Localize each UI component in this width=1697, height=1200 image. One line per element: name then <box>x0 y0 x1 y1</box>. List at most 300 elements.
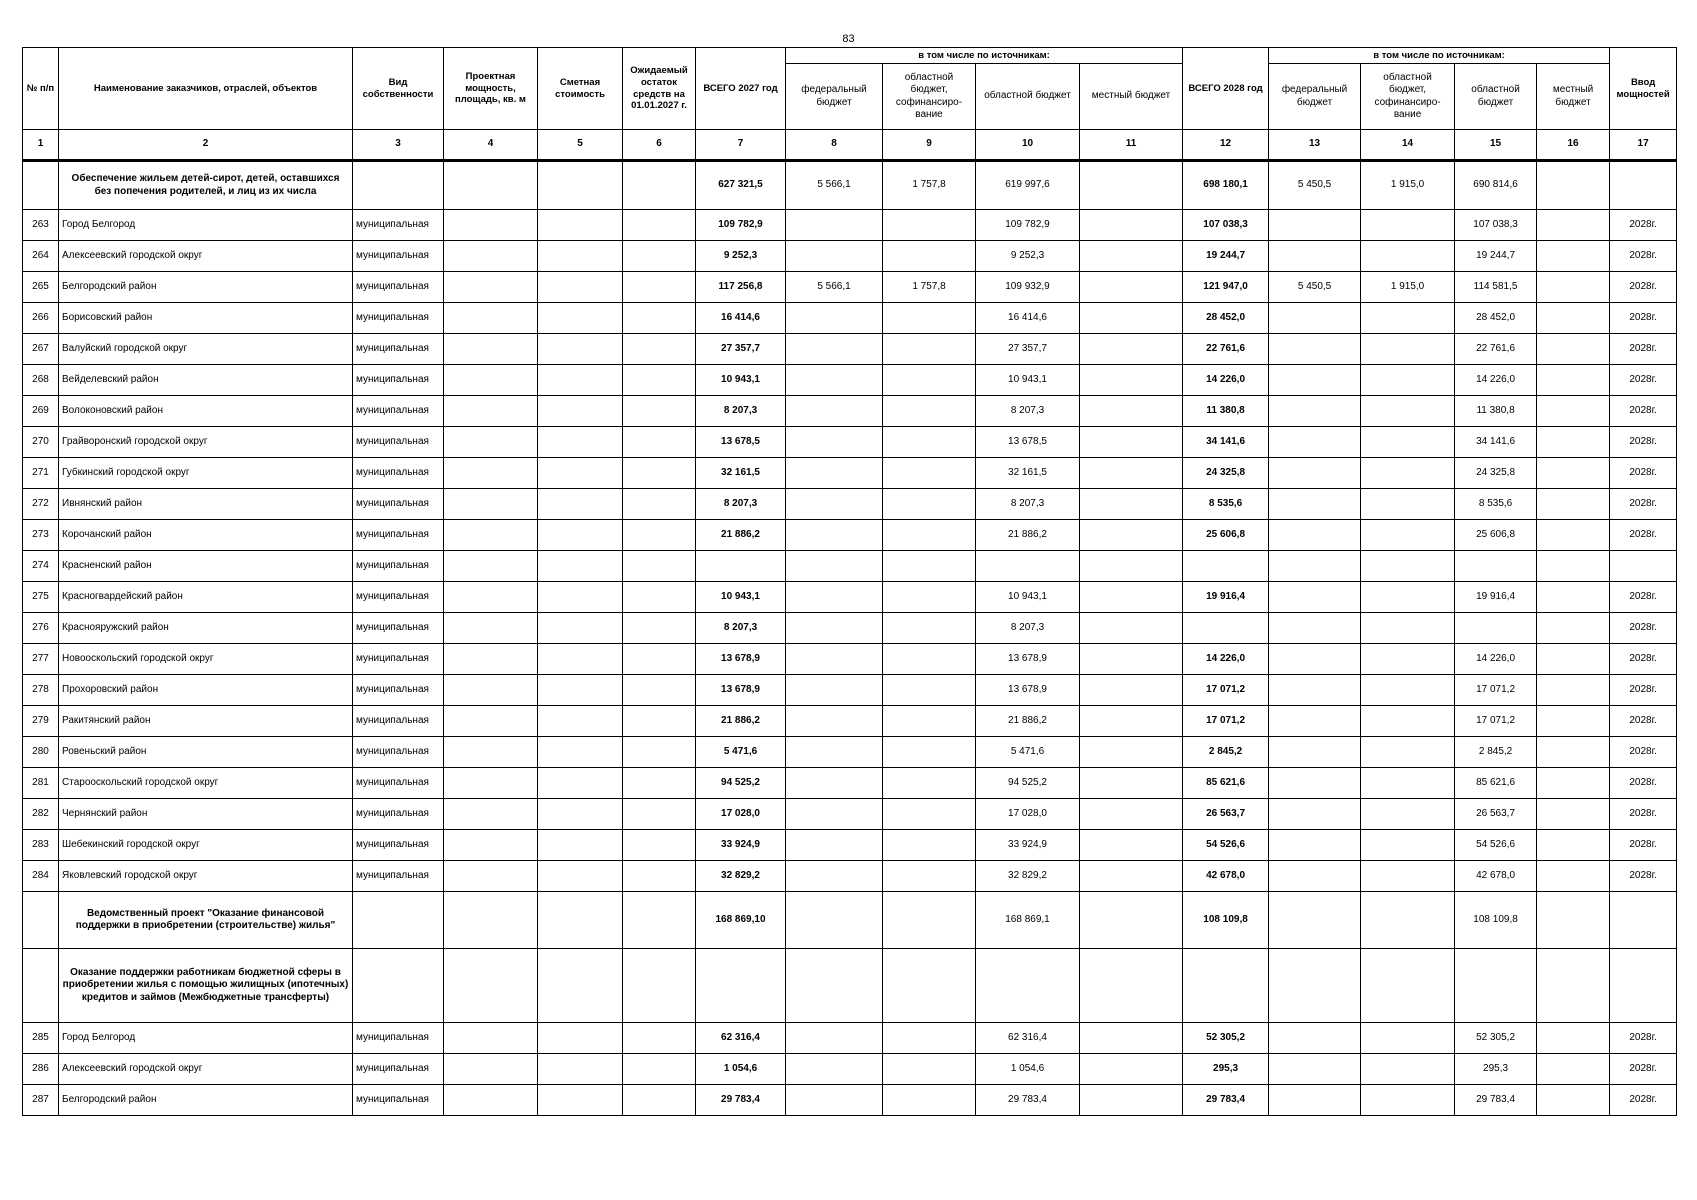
row-regional-cofin-2027 <box>883 799 976 830</box>
row-total-2028: 42 678,0 <box>1183 861 1269 892</box>
row-federal-2028 <box>1269 892 1361 949</box>
row-federal-2028 <box>1269 613 1361 644</box>
row-commissioning-year: 2028г. <box>1610 272 1677 303</box>
row-balance <box>623 706 696 737</box>
row-regional-2027: 10 943,1 <box>976 582 1080 613</box>
row-number: 268 <box>23 365 59 396</box>
row-regional-cofin-2027 <box>883 489 976 520</box>
row-local-2028 <box>1537 427 1610 458</box>
row-capacity <box>444 272 538 303</box>
column-number: 17 <box>1610 130 1677 161</box>
row-local-2027 <box>1080 799 1183 830</box>
table-row <box>23 396 1677 427</box>
row-regional-2027: 32 829,2 <box>976 861 1080 892</box>
row-estimate <box>538 768 623 799</box>
row-regional-2027: 13 678,9 <box>976 675 1080 706</box>
row-ownership <box>353 949 444 1023</box>
row-total-2027: 33 924,9 <box>696 830 786 861</box>
row-regional-cofin-2027 <box>883 210 976 241</box>
row-local-2027 <box>1080 334 1183 365</box>
row-regional-cofin-2028 <box>1361 1085 1455 1116</box>
row-federal-2028 <box>1269 365 1361 396</box>
row-federal-2027 <box>786 1054 883 1085</box>
table-row <box>23 427 1677 458</box>
row-regional-2027: 33 924,9 <box>976 830 1080 861</box>
row-local-2027 <box>1080 241 1183 272</box>
row-local-2028 <box>1537 161 1610 210</box>
row-regional-2027: 8 207,3 <box>976 396 1080 427</box>
row-total-2028: 28 452,0 <box>1183 303 1269 334</box>
row-total-2028: 52 305,2 <box>1183 1023 1269 1054</box>
row-regional-cofin-2028 <box>1361 706 1455 737</box>
row-name: Ракитянский район <box>59 706 353 737</box>
row-ownership: муниципальная <box>353 427 444 458</box>
row-number: 287 <box>23 1085 59 1116</box>
row-number: 283 <box>23 830 59 861</box>
row-regional-2027: 27 357,7 <box>976 334 1080 365</box>
row-federal-2028: 5 450,5 <box>1269 272 1361 303</box>
row-local-2027 <box>1080 582 1183 613</box>
column-number: 1 <box>23 130 59 161</box>
row-commissioning-year <box>1610 892 1677 949</box>
row-capacity <box>444 706 538 737</box>
row-federal-2027 <box>786 1023 883 1054</box>
row-name: Краснояружский район <box>59 613 353 644</box>
row-total-2027: 10 943,1 <box>696 365 786 396</box>
row-regional-2027: 29 783,4 <box>976 1085 1080 1116</box>
row-commissioning-year: 2028г. <box>1610 489 1677 520</box>
row-name: Ровеньский район <box>59 737 353 768</box>
row-local-2028 <box>1537 272 1610 303</box>
row-regional-cofin-2028 <box>1361 949 1455 1023</box>
row-number: 265 <box>23 272 59 303</box>
row-federal-2028 <box>1269 644 1361 675</box>
row-local-2027 <box>1080 613 1183 644</box>
row-regional-2027: 13 678,5 <box>976 427 1080 458</box>
row-number <box>23 161 59 210</box>
row-federal-2027 <box>786 520 883 551</box>
row-commissioning-year: 2028г. <box>1610 365 1677 396</box>
row-commissioning-year: 2028г. <box>1610 241 1677 272</box>
row-local-2027 <box>1080 644 1183 675</box>
row-ownership: муниципальная <box>353 799 444 830</box>
row-federal-2027 <box>786 768 883 799</box>
row-regional-cofin-2028 <box>1361 799 1455 830</box>
row-balance <box>623 582 696 613</box>
row-federal-2027: 5 566,1 <box>786 272 883 303</box>
table-header <box>23 48 1677 161</box>
row-regional-2028: 85 621,6 <box>1455 768 1537 799</box>
row-estimate <box>538 1085 623 1116</box>
row-federal-2028 <box>1269 1023 1361 1054</box>
row-federal-2027 <box>786 737 883 768</box>
row-regional-cofin-2027 <box>883 303 976 334</box>
row-commissioning-year: 2028г. <box>1610 210 1677 241</box>
row-local-2028 <box>1537 737 1610 768</box>
row-total-2027: 62 316,4 <box>696 1023 786 1054</box>
row-capacity <box>444 489 538 520</box>
row-regional-cofin-2028 <box>1361 582 1455 613</box>
row-total-2027: 94 525,2 <box>696 768 786 799</box>
header-capacity: Проектная мощность, площадь, кв. м <box>444 48 538 130</box>
row-capacity <box>444 861 538 892</box>
row-capacity <box>444 613 538 644</box>
row-local-2027 <box>1080 1023 1183 1054</box>
row-regional-cofin-2028 <box>1361 334 1455 365</box>
table-row <box>23 644 1677 675</box>
row-federal-2028 <box>1269 861 1361 892</box>
row-federal-2028 <box>1269 303 1361 334</box>
column-number: 9 <box>883 130 976 161</box>
row-regional-2027: 16 414,6 <box>976 303 1080 334</box>
row-total-2027: 8 207,3 <box>696 489 786 520</box>
row-regional-cofin-2027 <box>883 706 976 737</box>
row-regional-2028: 2 845,2 <box>1455 737 1537 768</box>
row-federal-2028 <box>1269 489 1361 520</box>
section-row <box>23 161 1677 210</box>
row-commissioning-year: 2028г. <box>1610 706 1677 737</box>
header-commissioning: Ввод мощностей <box>1610 48 1677 130</box>
column-number: 5 <box>538 130 623 161</box>
row-regional-cofin-2028 <box>1361 427 1455 458</box>
row-total-2027: 17 028,0 <box>696 799 786 830</box>
row-regional-cofin-2027 <box>883 949 976 1023</box>
table-row <box>23 830 1677 861</box>
row-capacity <box>444 427 538 458</box>
row-capacity <box>444 644 538 675</box>
row-regional-2027: 9 252,3 <box>976 241 1080 272</box>
row-regional-cofin-2027 <box>883 334 976 365</box>
row-capacity <box>444 737 538 768</box>
row-name: Новооскольский городской округ <box>59 644 353 675</box>
row-total-2027: 16 414,6 <box>696 303 786 334</box>
row-federal-2027 <box>786 644 883 675</box>
row-name: Красненский район <box>59 551 353 582</box>
row-name: Белгородский район <box>59 272 353 303</box>
row-regional-cofin-2027 <box>883 582 976 613</box>
row-regional-cofin-2027 <box>883 1085 976 1116</box>
row-capacity <box>444 830 538 861</box>
row-regional-cofin-2027 <box>883 644 976 675</box>
row-ownership: муниципальная <box>353 334 444 365</box>
row-federal-2028 <box>1269 334 1361 365</box>
row-balance <box>623 303 696 334</box>
row-local-2028 <box>1537 892 1610 949</box>
header-total-2027: ВСЕГО 2027 год <box>696 48 786 130</box>
row-federal-2028 <box>1269 675 1361 706</box>
row-regional-cofin-2028 <box>1361 892 1455 949</box>
row-commissioning-year: 2028г. <box>1610 1054 1677 1085</box>
row-name: Ведомственный проект "Оказание финансовой поддержки в приобретении (строительстве) жилья" <box>59 892 353 949</box>
table-row <box>23 551 1677 582</box>
row-regional-cofin-2028 <box>1361 520 1455 551</box>
row-regional-2028: 11 380,8 <box>1455 396 1537 427</box>
row-local-2028 <box>1537 613 1610 644</box>
row-ownership: муниципальная <box>353 675 444 706</box>
row-total-2028: 54 526,6 <box>1183 830 1269 861</box>
row-total-2027: 627 321,5 <box>696 161 786 210</box>
row-balance <box>623 396 696 427</box>
row-name: Город Белгород <box>59 1023 353 1054</box>
row-local-2028 <box>1537 644 1610 675</box>
row-commissioning-year: 2028г. <box>1610 520 1677 551</box>
row-local-2028 <box>1537 1023 1610 1054</box>
row-name: Алексеевский городской округ <box>59 241 353 272</box>
row-regional-2028: 14 226,0 <box>1455 365 1537 396</box>
row-federal-2028 <box>1269 768 1361 799</box>
row-local-2027 <box>1080 830 1183 861</box>
row-regional-cofin-2027 <box>883 241 976 272</box>
row-ownership: муниципальная <box>353 365 444 396</box>
row-federal-2028 <box>1269 830 1361 861</box>
table-row <box>23 768 1677 799</box>
row-federal-2027 <box>786 892 883 949</box>
row-federal-2027 <box>786 675 883 706</box>
row-estimate <box>538 830 623 861</box>
row-local-2027 <box>1080 768 1183 799</box>
row-regional-cofin-2027: 1 757,8 <box>883 161 976 210</box>
row-ownership: муниципальная <box>353 520 444 551</box>
row-regional-cofin-2027 <box>883 613 976 644</box>
row-number: 264 <box>23 241 59 272</box>
header-regional-2028: областной бюджет <box>1455 64 1537 130</box>
column-number: 16 <box>1537 130 1610 161</box>
row-estimate <box>538 1054 623 1085</box>
row-regional-cofin-2027 <box>883 830 976 861</box>
row-total-2027: 32 829,2 <box>696 861 786 892</box>
row-name: Оказание поддержки работникам бюджетной сферы в приобретении жилья с помощью жилищных (ипотечных) кредитов и займов (Межбюджетные трансферты) <box>59 949 353 1023</box>
row-regional-2027: 17 028,0 <box>976 799 1080 830</box>
row-regional-cofin-2028 <box>1361 613 1455 644</box>
row-federal-2028 <box>1269 551 1361 582</box>
row-capacity <box>444 1023 538 1054</box>
row-commissioning-year: 2028г. <box>1610 613 1677 644</box>
row-ownership: муниципальная <box>353 1054 444 1085</box>
row-name: Город Белгород <box>59 210 353 241</box>
row-number: 274 <box>23 551 59 582</box>
row-number: 270 <box>23 427 59 458</box>
row-regional-2027: 109 932,9 <box>976 272 1080 303</box>
row-regional-cofin-2028 <box>1361 830 1455 861</box>
row-regional-cofin-2028 <box>1361 768 1455 799</box>
row-total-2027: 21 886,2 <box>696 706 786 737</box>
row-federal-2027: 5 566,1 <box>786 161 883 210</box>
table-body <box>23 161 1677 1116</box>
column-number: 10 <box>976 130 1080 161</box>
row-regional-cofin-2028 <box>1361 1023 1455 1054</box>
table-row <box>23 582 1677 613</box>
row-regional-cofin-2028 <box>1361 396 1455 427</box>
row-federal-2027 <box>786 861 883 892</box>
row-local-2027 <box>1080 272 1183 303</box>
row-regional-cofin-2027: 1 757,8 <box>883 272 976 303</box>
row-local-2028 <box>1537 551 1610 582</box>
row-balance <box>623 458 696 489</box>
row-total-2027: 29 783,4 <box>696 1085 786 1116</box>
row-regional-2028: 107 038,3 <box>1455 210 1537 241</box>
row-capacity <box>444 520 538 551</box>
row-ownership: муниципальная <box>353 303 444 334</box>
row-local-2027 <box>1080 396 1183 427</box>
row-name: Алексеевский городской округ <box>59 1054 353 1085</box>
table-row <box>23 365 1677 396</box>
row-ownership: муниципальная <box>353 737 444 768</box>
row-local-2028 <box>1537 861 1610 892</box>
section-row <box>23 949 1677 1023</box>
row-capacity <box>444 582 538 613</box>
row-local-2028 <box>1537 241 1610 272</box>
row-estimate <box>538 396 623 427</box>
row-regional-2028: 24 325,8 <box>1455 458 1537 489</box>
row-local-2028 <box>1537 768 1610 799</box>
column-number: 14 <box>1361 130 1455 161</box>
row-capacity <box>444 768 538 799</box>
budget-table <box>22 47 1677 1116</box>
row-local-2027 <box>1080 1054 1183 1085</box>
row-number: 282 <box>23 799 59 830</box>
header-balance: Ожидаемый остаток средств на 01.01.2027 г. <box>623 48 696 130</box>
row-capacity <box>444 458 538 489</box>
row-total-2028: 26 563,7 <box>1183 799 1269 830</box>
row-total-2028: 295,3 <box>1183 1054 1269 1085</box>
row-total-2028: 107 038,3 <box>1183 210 1269 241</box>
column-number: 8 <box>786 130 883 161</box>
row-regional-2028: 690 814,6 <box>1455 161 1537 210</box>
row-capacity <box>444 949 538 1023</box>
row-ownership: муниципальная <box>353 582 444 613</box>
row-balance <box>623 949 696 1023</box>
row-regional-2027: 8 207,3 <box>976 613 1080 644</box>
row-estimate <box>538 334 623 365</box>
row-total-2027: 13 678,5 <box>696 427 786 458</box>
table-row <box>23 520 1677 551</box>
row-federal-2027 <box>786 396 883 427</box>
row-regional-cofin-2027 <box>883 1023 976 1054</box>
row-estimate <box>538 1023 623 1054</box>
row-regional-2028: 14 226,0 <box>1455 644 1537 675</box>
row-federal-2027 <box>786 613 883 644</box>
row-federal-2028 <box>1269 520 1361 551</box>
table-row <box>23 458 1677 489</box>
row-balance <box>623 272 696 303</box>
row-name: Вейделевский район <box>59 365 353 396</box>
row-federal-2027 <box>786 303 883 334</box>
row-federal-2028 <box>1269 241 1361 272</box>
row-name: Красногвардейский район <box>59 582 353 613</box>
row-regional-cofin-2028: 1 915,0 <box>1361 272 1455 303</box>
row-local-2027 <box>1080 489 1183 520</box>
row-balance <box>623 161 696 210</box>
row-regional-cofin-2027 <box>883 396 976 427</box>
row-regional-2028: 114 581,5 <box>1455 272 1537 303</box>
row-regional-2027: 8 207,3 <box>976 489 1080 520</box>
row-total-2028: 698 180,1 <box>1183 161 1269 210</box>
row-regional-2028 <box>1455 613 1537 644</box>
row-estimate <box>538 520 623 551</box>
row-regional-2027: 94 525,2 <box>976 768 1080 799</box>
row-total-2028: 17 071,2 <box>1183 706 1269 737</box>
header-name: Наименование заказчиков, отраслей, объектов <box>59 48 353 130</box>
row-number: 281 <box>23 768 59 799</box>
row-regional-cofin-2028 <box>1361 303 1455 334</box>
row-total-2028: 11 380,8 <box>1183 396 1269 427</box>
row-estimate <box>538 582 623 613</box>
row-local-2028 <box>1537 675 1610 706</box>
row-local-2028 <box>1537 365 1610 396</box>
header-num: № п/п <box>23 48 59 130</box>
row-total-2028: 121 947,0 <box>1183 272 1269 303</box>
row-federal-2028 <box>1269 706 1361 737</box>
row-regional-2027: 619 997,6 <box>976 161 1080 210</box>
row-regional-2028: 17 071,2 <box>1455 675 1537 706</box>
row-total-2028: 19 916,4 <box>1183 582 1269 613</box>
row-regional-cofin-2027 <box>883 1054 976 1085</box>
row-estimate <box>538 799 623 830</box>
row-total-2027 <box>696 551 786 582</box>
row-regional-2028: 295,3 <box>1455 1054 1537 1085</box>
row-regional-cofin-2028 <box>1361 675 1455 706</box>
row-total-2028: 8 535,6 <box>1183 489 1269 520</box>
row-regional-cofin-2028 <box>1361 1054 1455 1085</box>
row-regional-cofin-2027 <box>883 520 976 551</box>
header-regional-cofin-2028: областной бюджет, софинансиро-вание <box>1361 64 1455 130</box>
row-commissioning-year: 2028г. <box>1610 830 1677 861</box>
row-total-2028: 17 071,2 <box>1183 675 1269 706</box>
row-federal-2028 <box>1269 458 1361 489</box>
row-total-2028: 22 761,6 <box>1183 334 1269 365</box>
row-balance <box>623 1085 696 1116</box>
row-regional-cofin-2028 <box>1361 458 1455 489</box>
row-balance <box>623 551 696 582</box>
row-local-2028 <box>1537 210 1610 241</box>
column-number: 12 <box>1183 130 1269 161</box>
row-regional-2028: 19 244,7 <box>1455 241 1537 272</box>
row-name: Губкинский городской округ <box>59 458 353 489</box>
row-balance <box>623 830 696 861</box>
row-name: Ивнянский район <box>59 489 353 520</box>
page-number: 83 <box>842 33 855 45</box>
row-capacity <box>444 1054 538 1085</box>
row-total-2028: 25 606,8 <box>1183 520 1269 551</box>
row-federal-2027 <box>786 365 883 396</box>
row-regional-2027: 21 886,2 <box>976 706 1080 737</box>
row-commissioning-year: 2028г. <box>1610 458 1677 489</box>
row-regional-2027: 10 943,1 <box>976 365 1080 396</box>
row-capacity <box>444 161 538 210</box>
row-capacity <box>444 365 538 396</box>
row-total-2028: 19 244,7 <box>1183 241 1269 272</box>
row-federal-2028 <box>1269 949 1361 1023</box>
row-regional-cofin-2028 <box>1361 737 1455 768</box>
row-regional-2027: 1 054,6 <box>976 1054 1080 1085</box>
row-regional-2028: 52 305,2 <box>1455 1023 1537 1054</box>
row-name: Обеспечение жильем детей-сирот, детей, оставшихся без попечения родителей, и лиц из их числа <box>59 161 353 210</box>
row-regional-2028: 54 526,6 <box>1455 830 1537 861</box>
row-number: 279 <box>23 706 59 737</box>
column-number: 7 <box>696 130 786 161</box>
row-number: 286 <box>23 1054 59 1085</box>
table-row <box>23 303 1677 334</box>
row-regional-cofin-2027 <box>883 737 976 768</box>
row-federal-2027 <box>786 489 883 520</box>
row-regional-cofin-2027 <box>883 427 976 458</box>
row-total-2027: 117 256,8 <box>696 272 786 303</box>
row-estimate <box>538 458 623 489</box>
row-estimate <box>538 551 623 582</box>
header-federal-2028: федеральный бюджет <box>1269 64 1361 130</box>
row-regional-cofin-2028 <box>1361 489 1455 520</box>
row-balance <box>623 861 696 892</box>
